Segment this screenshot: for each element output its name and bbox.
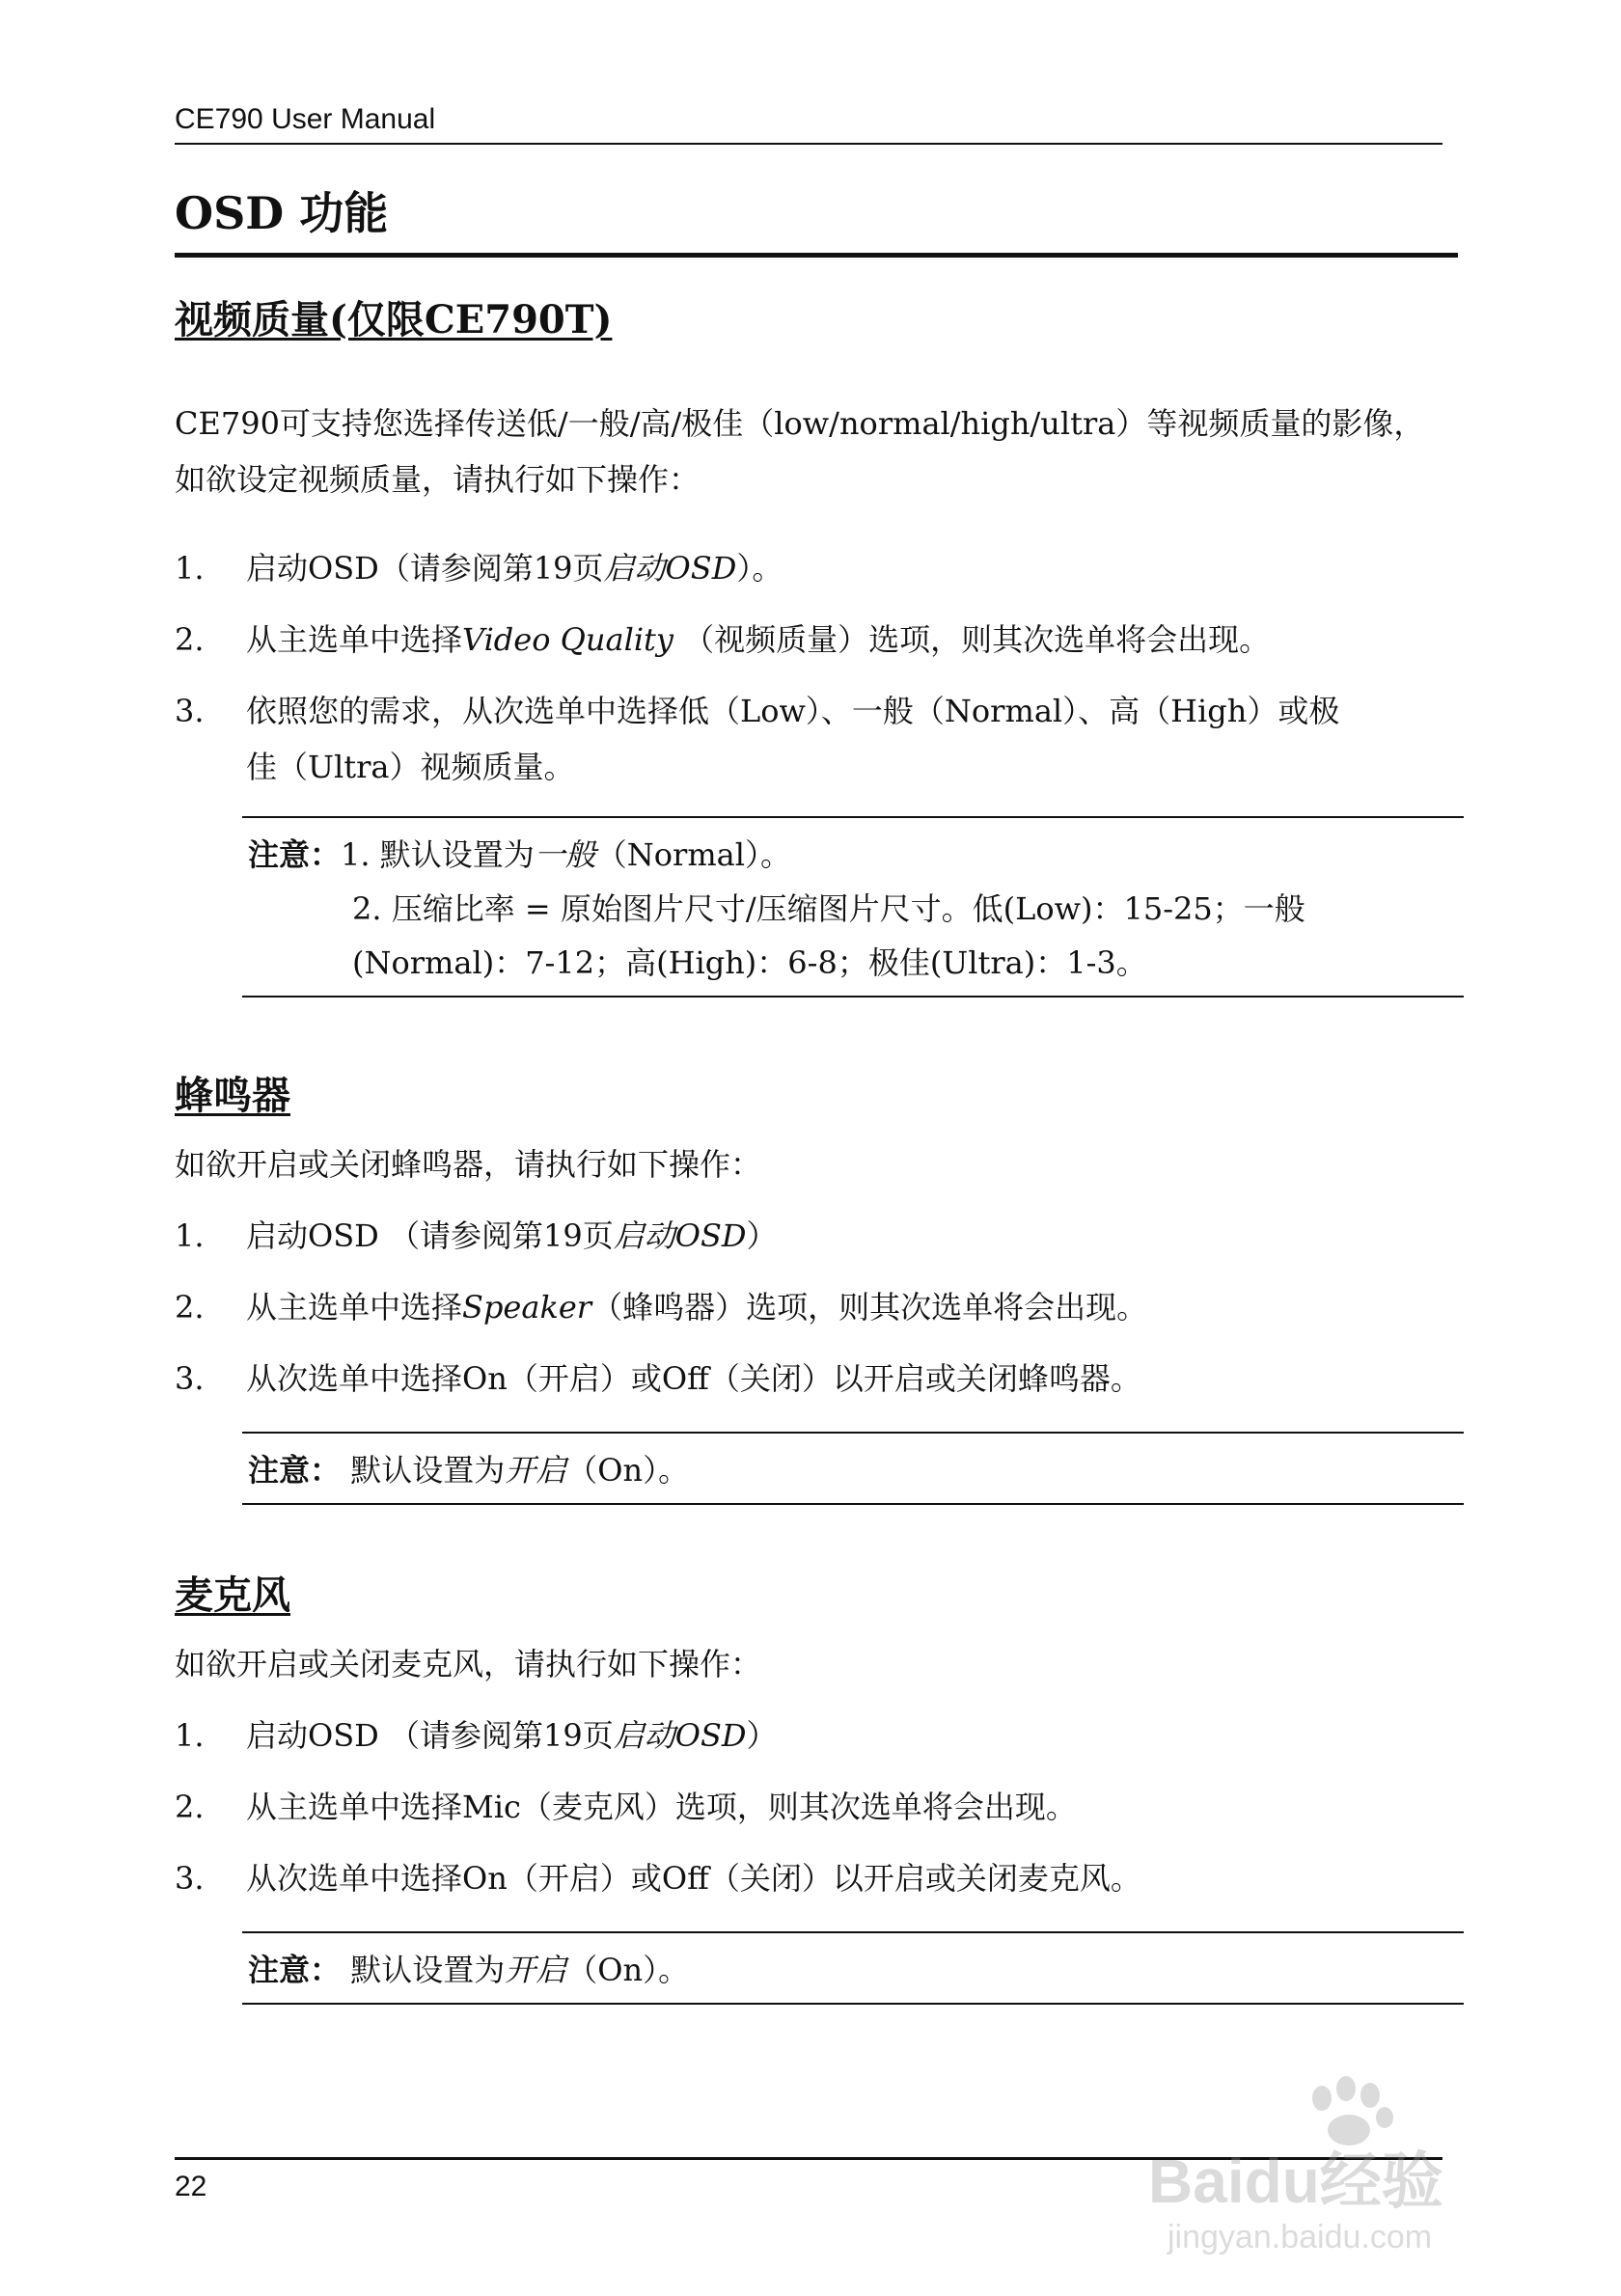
list-item [175, 612, 1458, 668]
step-number: 1. [175, 1217, 205, 1254]
step-number: 3. [175, 693, 205, 729]
note-text: （Normal）。 [595, 836, 791, 873]
list-item [175, 540, 1458, 596]
step-text: 从主选单中选择 [246, 1289, 463, 1326]
step-text: 从次选单中选择On（开启）或Off（关闭）以开启或关闭麦克风。 [246, 1860, 1141, 1897]
step-text: 从次选单中选择On（开启）或Off（关闭）以开启或关闭蜂鸣器。 [246, 1360, 1141, 1397]
note-text: 默认设置为 [341, 1952, 506, 1988]
step-number: 3. [175, 1860, 205, 1897]
video-quality-steps [175, 540, 1458, 795]
list-item [175, 683, 1458, 795]
step-text: 佳（Ultra）视频质量。 [246, 749, 575, 785]
step-emphasis: Speaker [462, 1289, 592, 1326]
step-emphasis: Video Quality [462, 621, 673, 658]
speaker-section [175, 1071, 1458, 1505]
note-text: 2. 压缩比率 = 原始图片尺寸/压缩图片尺寸。低(Low)：15-25；一般 [352, 890, 1305, 927]
page-header [175, 100, 1442, 145]
note-text: （On）。 [566, 1452, 690, 1489]
mic-section [175, 1571, 1458, 2005]
step-text: 从主选单中选择Mic（麦克风）选项，则其次选单将会出现。 [246, 1789, 1077, 1825]
list-item [175, 1779, 1458, 1835]
step-text: 启动OSD （请参阅第19页 [246, 1217, 614, 1254]
note-emphasis: 一般 [534, 836, 596, 873]
note-text: 1. 默认设置为 [341, 836, 535, 873]
page-number: 22 [175, 2171, 207, 2202]
note-text: (Normal)：7-12；高(High)：6-8；极佳(Ultra)：1-3。 [352, 944, 1147, 981]
list-item [175, 1708, 1458, 1763]
step-number: 3. [175, 1360, 205, 1397]
step-text: 启动OSD （请参阅第19页 [246, 1717, 614, 1754]
video-quality-note [242, 816, 1464, 998]
note-label: 注意： [248, 836, 342, 873]
step-text: 依照您的需求，从次选单中选择低（Low）、一般（Normal）、高（High）或极 [246, 693, 1340, 729]
video-quality-section [175, 295, 1458, 998]
speaker-note [242, 1432, 1464, 1505]
speaker-steps [175, 1208, 1458, 1407]
step-number: 2. [175, 1789, 205, 1825]
step-emphasis: 启动OSD [613, 1717, 747, 1754]
section-title-speaker: 蜂鸣器 [175, 1073, 290, 1118]
watermark-url: jingyan.baidu.com [1168, 2219, 1433, 2255]
video-quality-intro-line2: 如欲设定视频质量，请执行如下操作： [175, 461, 701, 498]
note-label: 注意： [248, 1952, 342, 1988]
step-number: 1. [175, 550, 205, 587]
chapter-title: OSD 功能 [175, 183, 1458, 258]
step-emphasis: 启动OSD [603, 550, 737, 587]
watermark-brand: Baidu经验 [1148, 2146, 1443, 2216]
speaker-intro: 如欲开启或关闭蜂鸣器，请执行如下操作： [175, 1146, 762, 1183]
step-emphasis: 启动OSD [613, 1217, 747, 1254]
video-quality-intro-line1: CE790可支持您选择传送低/一般/高/极佳（low/normal/high/ultra）等视频质量的影像， [175, 405, 1425, 442]
note-emphasis: 开启 [505, 1452, 567, 1489]
mic-intro: 如欲开启或关闭麦克风，请执行如下操作： [175, 1646, 762, 1682]
step-number: 2. [175, 1289, 205, 1326]
list-item [175, 1351, 1458, 1407]
step-number: 1. [175, 1717, 205, 1754]
step-text: ） [746, 1217, 778, 1254]
section-title-video-quality: 视频质量(仅限CE790T) [175, 297, 613, 342]
baidu-watermark [1148, 2074, 1515, 2257]
note-label: 注意： [248, 1452, 342, 1489]
step-text: ）。 [736, 550, 783, 587]
step-text: 启动OSD（请参阅第19页 [246, 550, 604, 587]
note-text: （On）。 [566, 1952, 690, 1988]
note-emphasis: 开启 [505, 1952, 567, 1988]
step-text: （蜂鸣器）选项，则其次选单将会出现。 [591, 1289, 1148, 1326]
step-number: 2. [175, 621, 205, 658]
step-text: 从主选单中选择 [246, 621, 463, 658]
mic-steps [175, 1708, 1458, 1906]
list-item [175, 1850, 1458, 1906]
section-title-mic: 麦克风 [175, 1572, 290, 1618]
step-text: （视频质量）选项，则其次选单将会出现。 [673, 621, 1271, 658]
list-item [175, 1208, 1458, 1264]
step-text: ） [746, 1717, 778, 1754]
manual-title: CE790 User Manual [175, 103, 436, 135]
list-item [175, 1279, 1458, 1335]
mic-note [242, 1931, 1464, 2005]
note-text: 默认设置为 [341, 1452, 506, 1489]
